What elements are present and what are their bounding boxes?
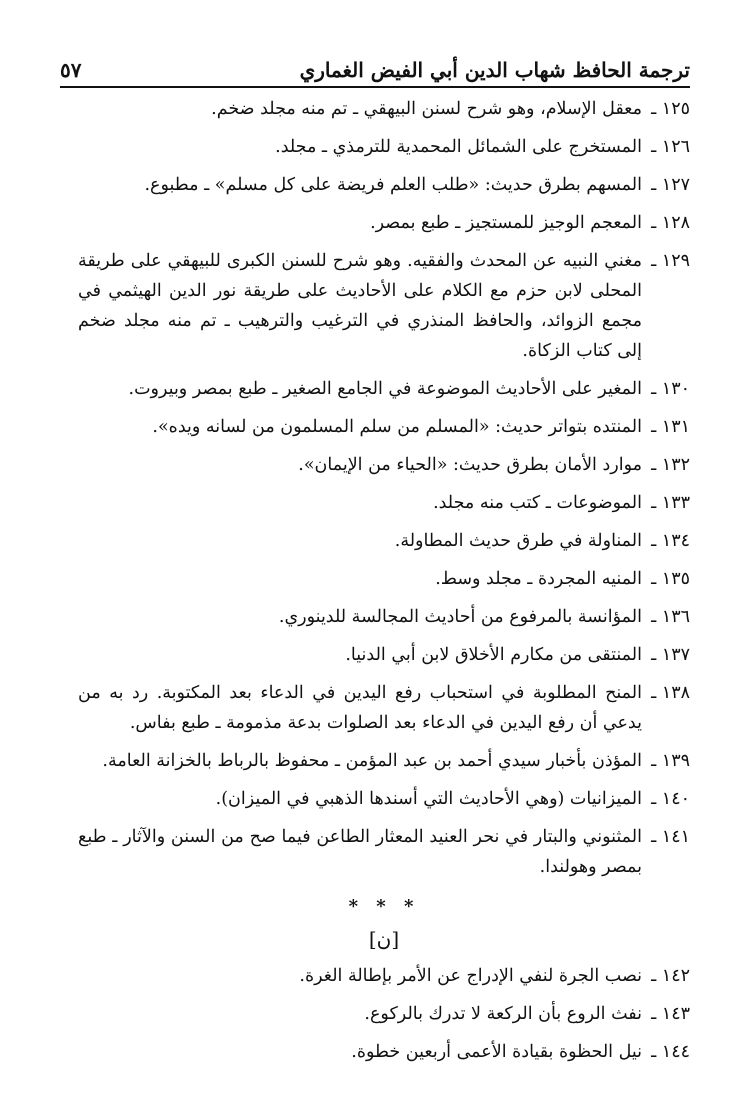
entry-text: المستخرج على الشمائل المحمدية للترمذي ـ مجلد. xyxy=(275,137,642,157)
list-item xyxy=(78,1037,690,1067)
entry-number: ١٣٧ ـ xyxy=(651,645,690,665)
list-item xyxy=(78,246,690,366)
list-item xyxy=(78,450,690,480)
list-item xyxy=(78,488,690,518)
list-item xyxy=(78,94,690,124)
entry-number: ١٢٧ ـ xyxy=(651,175,690,195)
entry-text: المغير على الأحاديث الموضوعة في الجامع الصغير ـ طبع بمصر وبيروت. xyxy=(128,379,642,399)
entry-number: ١٣٦ ـ xyxy=(651,607,690,627)
entry-number: ١٢٥ ـ xyxy=(651,99,690,119)
list-item xyxy=(78,822,690,882)
entry-number: ١٣٠ ـ xyxy=(651,379,690,399)
entry-text: نفث الروع بأن الركعة لا تدرك بالركوع. xyxy=(364,1004,642,1024)
entry-number: ١٤١ ـ xyxy=(651,827,690,847)
list-item xyxy=(78,208,690,238)
page-content xyxy=(78,94,690,1075)
entry-text: نصب الجرة لنفي الإدراج عن الأمر بإطالة الغرة. xyxy=(299,966,642,986)
entry-number: ١٢٨ ـ xyxy=(651,213,690,233)
entry-text: المؤذن بأخبار سيدي أحمد بن عبد المؤمن ـ محفوظ بالرباط بالخزانة العامة. xyxy=(102,751,642,771)
entry-text: المعجم الوجيز للمستجيز ـ طبع بمصر. xyxy=(370,213,642,233)
list-item xyxy=(78,999,690,1029)
entry-text: معقل الإسلام، وهو شرح لسنن البيهقي ـ تم منه مجلد ضخم. xyxy=(211,99,642,119)
entry-number: ١٤٢ ـ xyxy=(651,966,690,986)
entry-text: المؤانسة بالمرفوع من أحاديث المجالسة للدينوري. xyxy=(278,607,642,627)
entry-number: ١٣٥ ـ xyxy=(651,569,690,589)
list-item xyxy=(78,526,690,556)
entry-text: المنتده بتواتر حديث: «المسلم من سلم المسلمون من لسانه ويده». xyxy=(152,417,642,437)
entry-text: المنيه المجردة ـ مجلد وسط. xyxy=(435,569,642,589)
list-item xyxy=(78,602,690,632)
entry-list-nun xyxy=(78,961,690,1067)
entry-number: ١٤٣ ـ xyxy=(651,1004,690,1024)
entry-text: المناولة في طرق حديث المطاولة. xyxy=(394,531,642,551)
entry-number: ١٣٤ ـ xyxy=(651,531,690,551)
entry-number: ١٣٨ ـ xyxy=(651,683,690,703)
entry-number: ١٣٩ ـ xyxy=(651,751,690,771)
entry-text: نيل الحظوة بقيادة الأعمى أربعين خطوة. xyxy=(351,1042,642,1062)
entry-text: موارد الأمان بطرق حديث: «الحياء من الإيمان». xyxy=(298,455,642,475)
list-item xyxy=(78,961,690,991)
entry-text: المنتقى من مكارم الأخلاق لابن أبي الدنيا. xyxy=(345,645,642,665)
entry-list-mim xyxy=(78,94,690,882)
entry-number: ١٤٤ ـ xyxy=(651,1042,690,1062)
entry-number: ١٤٠ ـ xyxy=(651,789,690,809)
entry-number: ١٢٩ ـ xyxy=(651,251,690,271)
entry-text: المنح المطلوبة في استحباب رفع اليدين في الدعاء بعد المكتوبة. رد به من يدعي أن رفع اليدين في الدعاء بعد الصلوات بدعة مذمومة ـ طبع بفاس. xyxy=(78,683,642,733)
list-item xyxy=(78,374,690,404)
list-item xyxy=(78,640,690,670)
entry-text: مغني النبيه عن المحدث والفقيه. وهو شرح للسنن الكبرى للبيهقي على طريقة المحلى لابن حزم مع الكلام على الأحاديث على طريقة نور الدين الهيثمي في مجمع الزوائد، والحافظ المنذري في الترغيب والترهيب ـ تم منه مجلد ضخم إلى كتاب الزكاة. xyxy=(78,251,642,361)
page-number: ٥٧ xyxy=(60,58,82,82)
entry-text: المثنوني والبتار في نحر العنيد المعثار الطاعن فيما صح من السنن والآثار ـ طبع بمصر وهولندا. xyxy=(78,827,642,877)
entry-text: المسهم بطرق حديث: «طلب العلم فريضة على كل مسلم» ـ مطبوع. xyxy=(144,175,642,195)
list-item xyxy=(78,412,690,442)
list-item xyxy=(78,784,690,814)
list-item xyxy=(78,132,690,162)
entry-number: ١٣١ ـ xyxy=(651,417,690,437)
list-item xyxy=(78,678,690,738)
entry-number: ١٣٢ ـ xyxy=(651,455,690,475)
list-item xyxy=(78,564,690,594)
list-item xyxy=(78,170,690,200)
list-item xyxy=(78,746,690,776)
entry-number: ١٢٦ ـ xyxy=(651,137,690,157)
section-separator: * * * xyxy=(348,896,420,917)
entry-text: الميزانيات (وهي الأحاديث التي أسندها الذهبي في الميزان). xyxy=(215,789,642,809)
entry-number: ١٣٣ ـ xyxy=(651,493,690,513)
section-heading: [ن] xyxy=(368,927,400,951)
header-title: ترجمة الحافظ شهاب الدين أبي الفيض الغماري xyxy=(299,58,690,82)
running-header xyxy=(60,42,690,88)
entry-text: الموضوعات ـ كتب منه مجلد. xyxy=(433,493,642,513)
